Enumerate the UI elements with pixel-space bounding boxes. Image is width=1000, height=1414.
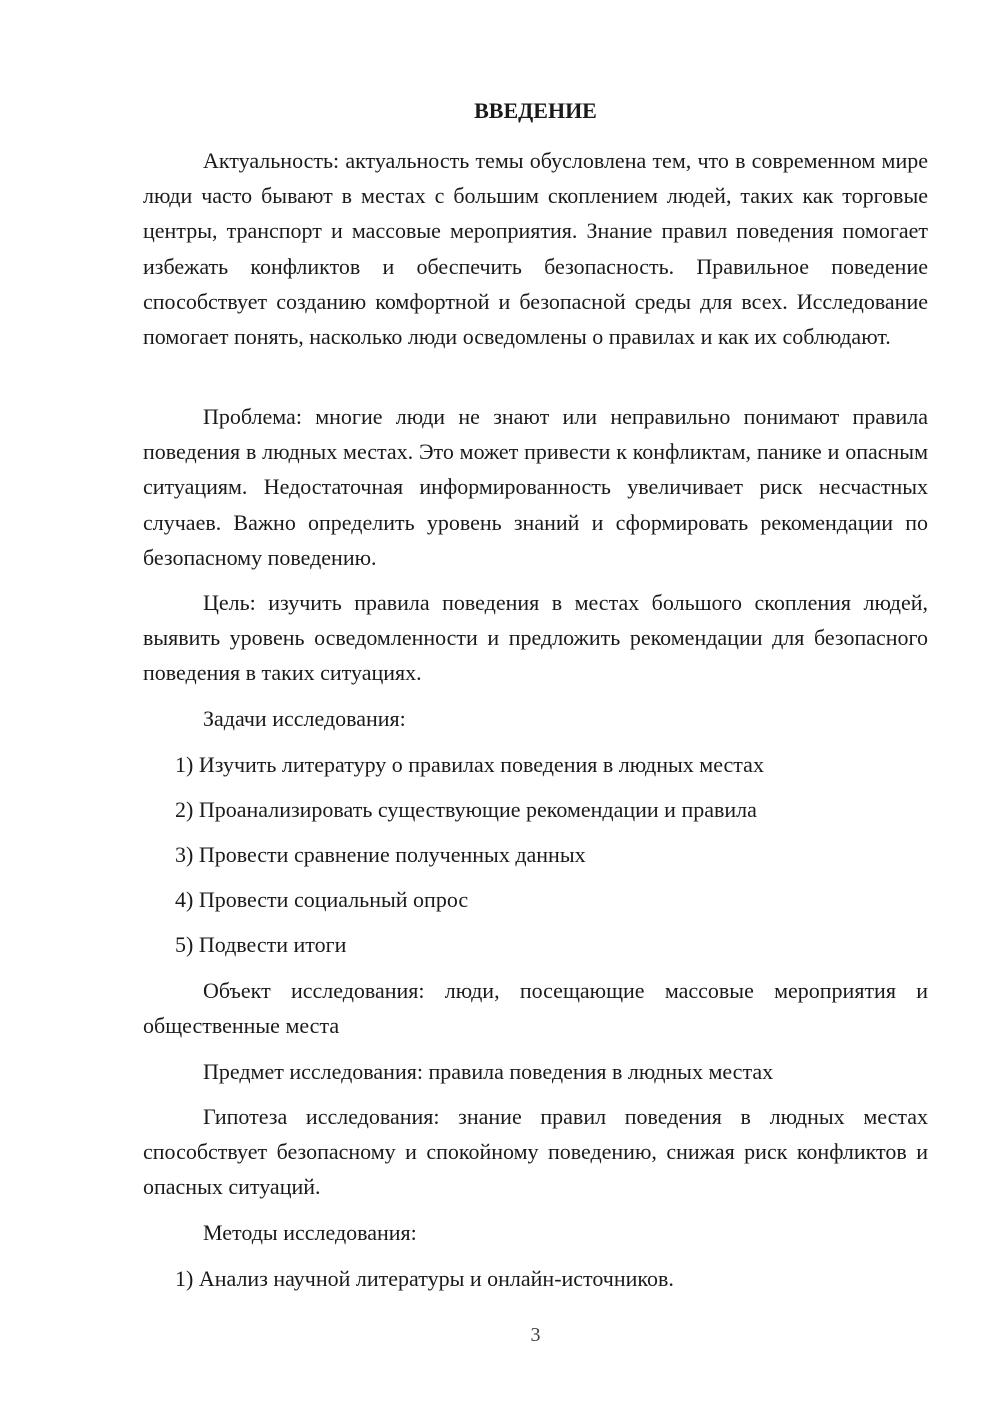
paragraph-problem: Проблема: многие люди не знают или неправильно понимают правила поведения в людных местах. Это может привести к конфликтам, панике и опасным ситуациям. Недостаточная информированность увеличивает риск несчастных случаев. Важно определить уровень знаний и сформировать рекомендации по безопасному поведению.	[143, 404, 928, 570]
method-item-1: 1) Анализ научной литературы и онлайн-источников.	[175, 1266, 674, 1291]
tasks-heading: Задачи исследования:	[203, 706, 406, 731]
methods-heading: Методы исследования:	[203, 1220, 417, 1245]
paragraph-goal: Цель: изучить правила поведения в местах большого скопления людей, выявить уровень осведомленности и предложить рекомендации для безопасного поведения в таких ситуациях.	[143, 590, 928, 686]
document-title: ВВЕДЕНИЕ	[474, 98, 597, 123]
task-item-3: 3) Провести сравнение полученных данных	[175, 842, 586, 867]
paragraph-object: Объект исследования: люди, посещающие массовые мероприятия и общественные места	[143, 978, 928, 1039]
paragraph-subject: Предмет исследования: правила поведения в людных местах	[203, 1059, 774, 1084]
page-number: 3	[530, 1324, 541, 1346]
task-item-5: 5) Подвести итоги	[175, 932, 347, 957]
task-item-2: 2) Проанализировать существующие рекомендации и правила	[175, 797, 757, 822]
task-item-4: 4) Провести социальный опрос	[175, 887, 469, 912]
paragraph-hypothesis: Гипотеза исследования: знание правил поведения в людных местах способствует безопасному и спокойному поведению, снижая риск конфликтов и опасных ситуаций.	[143, 1104, 928, 1200]
paragraph-relevance: Актуальность: актуальность темы обусловлена тем, что в современном мире люди часто бывают в местах с большим скоплением людей, таких как торговые центры, транспорт и массовые мероприятия. Знание правил поведения помогает избежать конфликтов и обеспечить безопасность. Правильное поведение способствует созданию комфортной и безопасной среды для всех. Исследование помогает понять, насколько люди осведомлены о правилах и как их соблюдают.	[143, 148, 928, 350]
task-item-1: 1) Изучить литературу о правилах поведения в людных местах	[175, 752, 764, 777]
document-page	[143, 0, 928, 1414]
